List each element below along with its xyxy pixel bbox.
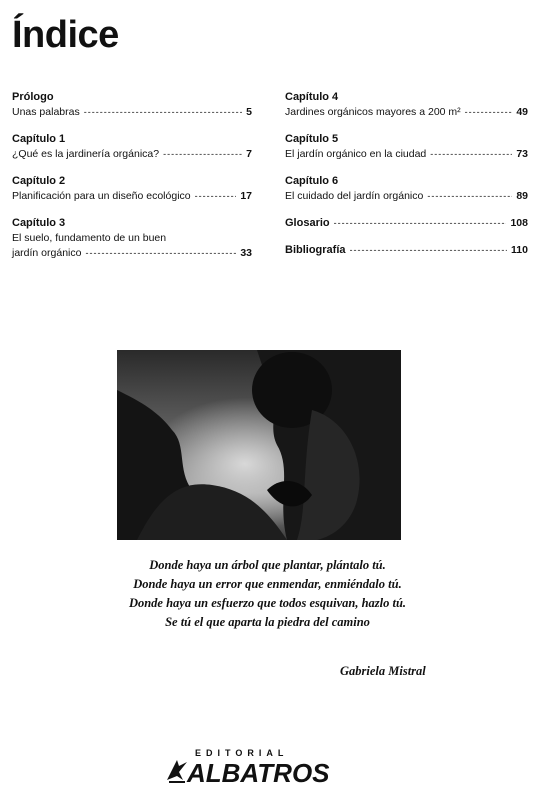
toc-page-number: 5 xyxy=(246,106,252,118)
toc-line[interactable] xyxy=(12,189,252,204)
toc-line-text: Jardines orgánicos mayores a 200 m² xyxy=(285,106,461,118)
quote-author: Gabriela Mistral xyxy=(340,664,426,678)
toc-page-number: 73 xyxy=(516,148,528,160)
toc-entry-glosario xyxy=(285,216,528,231)
toc-line[interactable] xyxy=(285,216,528,231)
toc-line-text: jardín orgánico xyxy=(12,247,82,259)
toc-line-text: Unas palabras xyxy=(12,106,80,118)
publisher-label: EDITORIAL xyxy=(195,748,289,758)
toc-entry-bibliografia xyxy=(285,243,528,258)
toc-line-text: Glosario xyxy=(285,217,330,229)
toc-heading: Capítulo 1 xyxy=(12,133,66,145)
toc-heading: Capítulo 2 xyxy=(12,175,66,187)
quote-line: Donde haya un esfuerzo que todos esquivan, hazlo tú. xyxy=(128,596,407,610)
toc-line-text: El suelo, fundamento de un buen xyxy=(12,232,167,244)
toc-heading: Capítulo 4 xyxy=(285,91,339,103)
toc-heading: Prólogo xyxy=(12,91,54,103)
toc-dot-leader xyxy=(163,147,242,162)
toc-line-text: El cuidado del jardín orgánico xyxy=(285,190,424,202)
quote-line: Se tú el que aparta la piedra del camino xyxy=(165,615,370,629)
toc-page-number: 49 xyxy=(516,106,528,118)
toc-line[interactable] xyxy=(12,105,252,120)
toc-heading: Capítulo 6 xyxy=(285,175,339,187)
quote-line: Donde haya un error que enmendar, enmiéndalo tú. xyxy=(133,577,402,591)
toc-line[interactable] xyxy=(285,189,528,204)
toc-line[interactable] xyxy=(285,147,528,162)
toc-entry-capitulo-1 xyxy=(12,132,252,162)
toc-page-number: 7 xyxy=(246,148,252,160)
toc-line-text: Bibliografía xyxy=(285,244,346,256)
toc-entry-capitulo-4 xyxy=(285,90,528,120)
toc-entry-prologo xyxy=(12,90,252,120)
gardening-photo-image xyxy=(117,350,401,540)
toc-entry-capitulo-6 xyxy=(285,174,528,204)
toc-page-number: 110 xyxy=(511,244,528,256)
toc-line[interactable] xyxy=(12,246,252,261)
toc-entry-capitulo-2 xyxy=(12,174,252,204)
gardening-photo xyxy=(117,350,401,540)
toc-line[interactable] xyxy=(285,243,528,258)
toc-dot-leader xyxy=(84,105,242,120)
toc-right-column xyxy=(285,90,528,270)
toc-dot-leader xyxy=(195,189,237,204)
toc-dot-leader xyxy=(465,105,513,120)
toc-dot-leader xyxy=(334,216,507,231)
toc-heading: Capítulo 5 xyxy=(285,133,339,145)
toc-line-text: Planificación para un diseño ecológico xyxy=(12,190,191,202)
toc-page-number: 33 xyxy=(240,247,252,259)
toc-line-text: El jardín orgánico en la ciudad xyxy=(285,148,427,160)
toc-entry-capitulo-5 xyxy=(285,132,528,162)
toc-line[interactable] xyxy=(285,105,528,120)
toc-page-number: 17 xyxy=(240,190,252,202)
epigraph-quote xyxy=(60,556,475,632)
toc-dot-leader xyxy=(85,246,236,261)
toc-dot-leader xyxy=(427,189,512,204)
toc-left-column xyxy=(12,90,252,273)
albatros-bird-icon xyxy=(165,756,189,784)
toc-line-text: ¿Qué es la jardinería orgánica? xyxy=(12,148,160,160)
publisher-logo xyxy=(165,748,365,792)
page-title: Índice xyxy=(12,14,119,56)
toc-page-number: 108 xyxy=(510,217,528,229)
toc-dot-leader xyxy=(350,243,508,258)
toc-dot-leader xyxy=(430,147,512,162)
toc-line[interactable] xyxy=(12,147,252,162)
quote-line: Donde haya un árbol que plantar, plántalo tú. xyxy=(149,558,386,572)
publisher-name: ALBATROS xyxy=(187,758,330,788)
toc-page-number: 89 xyxy=(516,190,528,202)
toc-heading: Capítulo 3 xyxy=(12,217,66,229)
toc-entry-capitulo-3 xyxy=(12,216,252,261)
